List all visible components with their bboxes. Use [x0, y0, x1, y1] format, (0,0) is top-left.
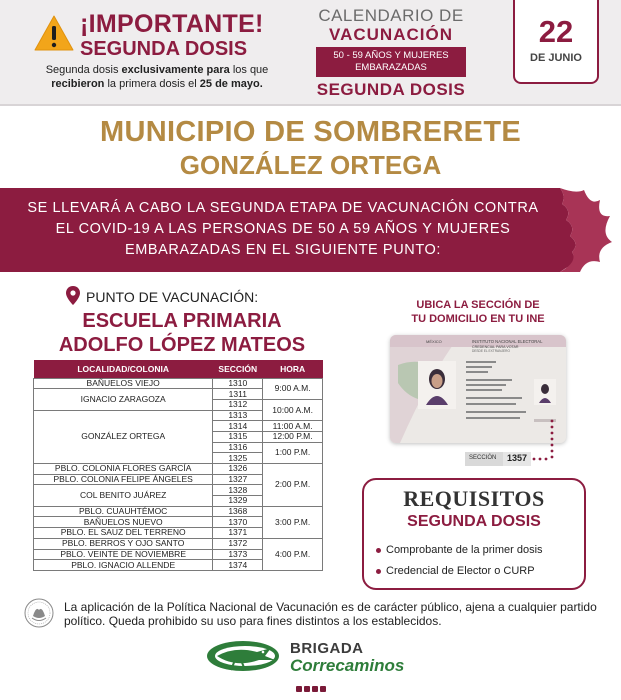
ine-card-country: MÉXICO [426, 339, 442, 344]
cell-seccion: 1310 [213, 378, 263, 389]
municipio-title: MUNICIPIO DE SOMBRERETE [100, 116, 521, 148]
cell-hora: 11:00 A.M. [263, 421, 323, 432]
cell-seccion: 1373 [213, 549, 263, 560]
cell-seccion: 1371 [213, 528, 263, 539]
school-name-line1: ESCUELA PRIMARIA [82, 310, 282, 332]
school-name-line2: ADOLFO LÓPEZ MATEOS [58, 334, 306, 356]
cell-seccion: 1372 [213, 538, 263, 549]
header [0, 0, 621, 106]
requisito-item: Credencial de Elector o CURP [386, 565, 535, 577]
requisitos-subtitle: SEGUNDA DOSIS [407, 513, 541, 530]
cell-seccion: 1374 [213, 560, 263, 571]
cell-seccion: 1316 [213, 442, 263, 453]
facebook-icon [296, 686, 302, 692]
calendar-title: CALENDARIO DE [318, 6, 464, 25]
cell-hora: 1:00 P.M. [263, 442, 323, 463]
header-hora: HORA [263, 360, 323, 378]
seccion-value: 1357 [503, 452, 531, 466]
cell-seccion: 1314 [213, 421, 263, 432]
requisitos-title: REQUISITOS [403, 486, 545, 511]
cell-localidad: PBLO. IGNACIO ALLENDE [34, 560, 213, 571]
seccion-label: SECCIÓN [465, 452, 527, 466]
cell-localidad: PBLO. COLONIA FLORES GARCÍA [34, 464, 213, 475]
cell-localidad: PBLO. VEINTE DE NOVIEMBRE [34, 549, 213, 560]
cell-localidad: IGNACIO ZARAGOZA [34, 389, 213, 410]
cell-seccion: 1315 [213, 431, 263, 442]
cell-localidad: PBLO. CUAUHTÉMOC [34, 506, 213, 517]
ine-title: UBICA LA SECCIÓN DE TU DOMICILIO EN TU INE [411, 299, 545, 325]
youtube-icon [320, 686, 326, 692]
cell-seccion: 1329 [213, 496, 263, 507]
cell-seccion: 1313 [213, 410, 263, 421]
legal-notice: La aplicación de la Política Nacional de Vacunación es de carácter público, ajena a cualquier partido político. Queda prohibido su uso para fines distintos a los establecidos. [64, 600, 597, 628]
table-row [34, 378, 323, 389]
instagram-icon [312, 686, 318, 692]
cell-hora: 10:00 A.M. [263, 399, 323, 420]
calendar-block [305, 6, 477, 100]
table-row [34, 506, 323, 517]
cell-localidad: COL BENITO JUÁREZ [34, 485, 213, 506]
location-pin-icon [66, 286, 80, 305]
ine-card-institute: INSTITUTO NACIONAL ELECTORAL [472, 339, 543, 344]
cell-hora: 2:00 P.M. [263, 464, 323, 507]
cell-localidad: GONZÁLEZ ORTEGA [34, 410, 213, 463]
banner-text: SE LLEVARÁ A CABO LA SEGUNDA ETAPA DE VACUNACIÓN CONTRA EL COVID-19 A LAS PERSONAS DE 50 A 59 AÑOS Y MUJERES EMBARAZADAS EN EL SIGUIENTE PUNTO: [27, 200, 539, 258]
important-note: Segunda dosis exclusivamente para los que recibieron la primera dosis el 25 de mayo. [45, 64, 269, 90]
punto-label: PUNTO DE VACUNACIÓN: [86, 289, 259, 305]
header-localidad: LOCALIDAD/COLONIA [34, 360, 213, 378]
cell-seccion: 1327 [213, 474, 263, 485]
table-row [34, 464, 323, 475]
cell-seccion: 1325 [213, 453, 263, 464]
cell-hora: 4:00 P.M. [263, 538, 323, 570]
ine-card-abroad: DESDE EL EXTRANJERO [472, 349, 510, 353]
social-icons [296, 686, 326, 692]
requisito-item: Comprobante de la primer dosis [386, 544, 543, 556]
cell-seccion: 1311 [213, 389, 263, 400]
cell-seccion: 1368 [213, 506, 263, 517]
cell-localidad: PBLO. EL SAUZ DEL TERRENO [34, 528, 213, 539]
date-card [513, 0, 599, 84]
municipio-subtitle: GONZÁLEZ ORTEGA [179, 150, 442, 180]
important-subtitle: SEGUNDA DOSIS [80, 38, 248, 60]
cell-seccion: 1312 [213, 399, 263, 410]
ine-card-credential: CREDENCIAL PARA VOTAR [472, 345, 519, 349]
cell-localidad: BAÑUELOS VIEJO [34, 378, 213, 389]
twitter-icon [304, 686, 310, 692]
correcaminos-label: Correcaminos [290, 656, 405, 675]
header-seccion: SECCIÓN [213, 360, 263, 378]
cell-localidad: PBLO. BERROS Y OJO SANTO [34, 538, 213, 549]
vaccination-table [33, 360, 323, 571]
important-title: ¡IMPORTANTE! [80, 10, 264, 38]
cell-hora: 12:00 P.M. [263, 431, 323, 442]
date-month: DE JUNIO [530, 52, 582, 64]
cell-seccion: 1328 [213, 485, 263, 496]
government-seal-icon [24, 598, 54, 628]
table-row [34, 538, 323, 549]
cell-seccion: 1370 [213, 517, 263, 528]
cell-localidad: BAÑUELOS NUEVO [34, 517, 213, 528]
cell-localidad: PBLO. COLONIA FELIPE ÁNGELES [34, 474, 213, 485]
calendar-segunda-dosis: SEGUNDA DOSIS [316, 80, 466, 99]
calendar-vacunacion: VACUNACIÓN [329, 25, 453, 44]
table-header-row [34, 360, 323, 378]
date-day: 22 [538, 14, 574, 49]
calendar-age-band: 50 - 59 AÑOS Y MUJERES EMBARAZADAS [316, 47, 466, 77]
warning-icon [34, 14, 74, 52]
brigada-label: BRIGADA [290, 640, 364, 657]
cell-seccion: 1326 [213, 464, 263, 475]
cell-hora: 9:00 A.M. [263, 378, 323, 399]
cell-hora: 3:00 P.M. [263, 506, 323, 538]
seccion-pointer-dots [528, 418, 558, 464]
brigada-correcaminos-logo [205, 634, 283, 676]
